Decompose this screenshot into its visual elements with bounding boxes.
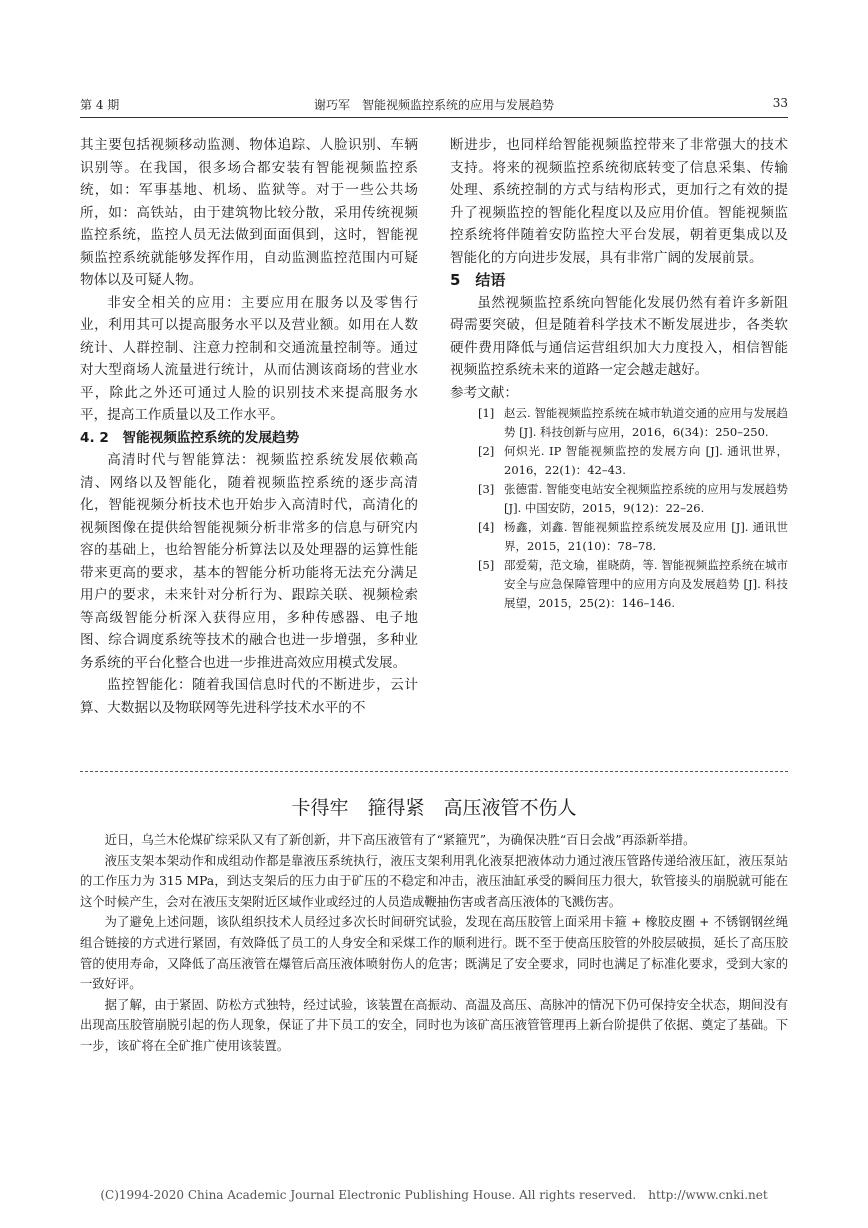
section-heading-5: 5 结语 (450, 271, 506, 289)
news-title: 卡得牢 箍得紧 高压液管不伤人 (291, 797, 577, 819)
paragraph: 非安全相关的应用：主要应用在服务以及零售行业，利用其可以提高服务水平以及营业额。如用在人数统计、人群控制、注意力控制和交通流量控制等。通过对大型商场人流量进行统计，从而估测该商场的营业水平，除此之外还可通过人脸的识别技术来提高服务水平，提高工作质量以及工作水平。 (80, 294, 418, 423)
reference-number: [3] (478, 482, 495, 496)
paragraph: 据了解，由于紧固、防松方式独特，经过试验，该装置在高振动、高温及高压、高脉冲的情况下仍可保持安全状态，期间没有出现高压胶管崩脱引起的伤人现象，保证了井下员工的安全，同时也为该矿高压液管管理再上新台阶提供了依据、奠定了基础。下一步，该矿将在全矿推广使用该装置。 (80, 997, 788, 1053)
running-title: 谢巧军 智能视频监控系统的应用与发展趋势 (313, 98, 554, 112)
paragraph: 高清时代与智能算法：视频监控系统发展依赖高清、网络以及智能化，随着视频监控系统的逐步高清化，智能视频分析技术也开始步入高清时代，高清化的视频图像在提供给智能视频分析非常多的信息与研究内容的基础上，也给智能分析算法以及处理器的运算性能带来更高的要求，基本的智能分析功能将无法充分满足用户的要求，未来针对分析行为、跟踪关联、视频检索等高级智能分析深入获得应用，多种传感器、电子地图、综合调度系统等技术的融合也进一步增强，多种业务系统的平台化整合也进一步推进高效应用模式发展。 (80, 452, 418, 671)
paragraph: 监控智能化：随着我国信息时代的不断进步，云计算、大数据以及物联网等先进科学技术水平的不 (80, 677, 418, 716)
paragraph: 断进步，也同样给智能视频监控带来了非常强大的技术支持。将来的视频监控系统彻底转变了信息采集、传输处理、系统控制的方式与结构形式，更加行之有效的提升了视频监控的智能化程度以及应用价值。智能视频监控系统将伴随着安防监控大平台发展，朝着更集成以及智能化的方向进步发展，具有非常广阔的发展前景。 (450, 137, 788, 266)
section-heading-4-2: 4. 2 智能视频监控系统的发展趋势 (80, 429, 300, 446)
paragraph: 其主要包括视频移动监测、物体追踪、人脸识别、车辆识别等。在我国，很多场合都安装有智能视频监控系统，如：军事基地、机场、监狱等。对于一些公共场所，如：高铁站，由于建筑物比较分散，采用传统视频监控系统，监控人员无法做到面面俱到，这时，智能视频监控系统就能够发挥作用，自动监测监控范围内可疑物体以及可疑人物。 (80, 137, 418, 288)
news-article (80, 830, 788, 1057)
paragraph: 虽然视频监控系统向智能化发展仍然有着许多新阻碍需要突破，但是随着科学技术不断发展进步，各类软硬件费用降低与通信运营组织加大力度投入，相信智能视频监控系统未来的道路一定会越走越好。 (450, 294, 788, 378)
reference-text: 何炽光. IP 智能视频监控的发展方向 [J]. 通讯世界，2016，22(1)：42–43. (504, 444, 788, 477)
copyright-footer: (C)1994-2020 China Academic Journal Electronic Publishing House. All rights reserved. http://www.cnki.net (100, 1188, 768, 1202)
reference-text: 张德雷. 智能变电站安全视频监控系统的应用与发展趋势 [J]. 中国安防，2015，9(12)：22–26. (504, 482, 788, 515)
reference-number: [4] (478, 520, 495, 534)
references-title: 参考文献： (450, 384, 518, 401)
right-column (450, 134, 788, 613)
paragraph: 为了避免上述问题，该队组织技术人员经过多次长时间研究试验，发现在高压胶管上面采用卡箍 + 橡胶皮圈 + 不锈钢钢丝绳组合链接的方式进行紧固，有效降低了员工的人身安全和采煤工作的顺利进行。既不至于使高压胶管的外胶层破损，延长了高压胶管的使用寿命，又降低了高压液管在爆管后高压液体喷射伤人的危害；既满足了安全要求，同时也满足了标准化要求，受到大家的一致好评。 (80, 915, 788, 992)
reference-text: 邵爱菊，范文瑜，崔晓荫，等. 智能视频监控系统在城市安全与应急保障管理中的应用方向及发展趋势 [J]. 科技展望，2015，25(2)：146–146. (504, 558, 788, 610)
running-header (80, 96, 788, 116)
reference-text: 杨鑫，刘鑫. 智能视频监控系统发展及应用 [J]. 通讯世界，2015，21(10)：78–78. (504, 520, 788, 553)
reference-item (450, 556, 788, 613)
section-divider (80, 771, 788, 772)
reference-item (450, 518, 788, 556)
reference-number: [2] (478, 444, 495, 458)
paragraph: 近日，乌兰木伦煤矿综采队又有了新创新，井下高压液管有了“紧箍咒”，为确保决胜“百日会战”再添新举措。 (104, 833, 696, 847)
left-column (80, 134, 418, 719)
reference-number: [1] (478, 406, 495, 420)
reference-text: 赵云. 智能视频监控系统在城市轨道交通的应用与发展趋势 [J]. 科技创新与应用，2016，6(34)：250–250. (504, 406, 788, 439)
page-number: 33 (772, 96, 788, 110)
reference-number: [5] (478, 558, 495, 572)
reference-list (450, 404, 788, 613)
reference-item (450, 442, 788, 480)
paragraph: 液压支架本架动作和成组动作都是靠液压系统执行，液压支架利用乳化液泵把液体动力通过液压管路传递给液压缸，液压泵站的工作压力为 315 MPa，到达支架后的压力由于矿压的不稳定和冲击，液压油缸承受的瞬间压力很大，软管接头的崩脱就可能在这个时候产生，会对在液压支架附近区域作业或经过的人员造成鞭抽伤害或者高压液体的飞溅伤害。 (80, 853, 788, 909)
header-rule (80, 117, 788, 118)
reference-item (450, 480, 788, 518)
reference-item (450, 404, 788, 442)
issue-number: 第 4 期 (80, 98, 120, 112)
